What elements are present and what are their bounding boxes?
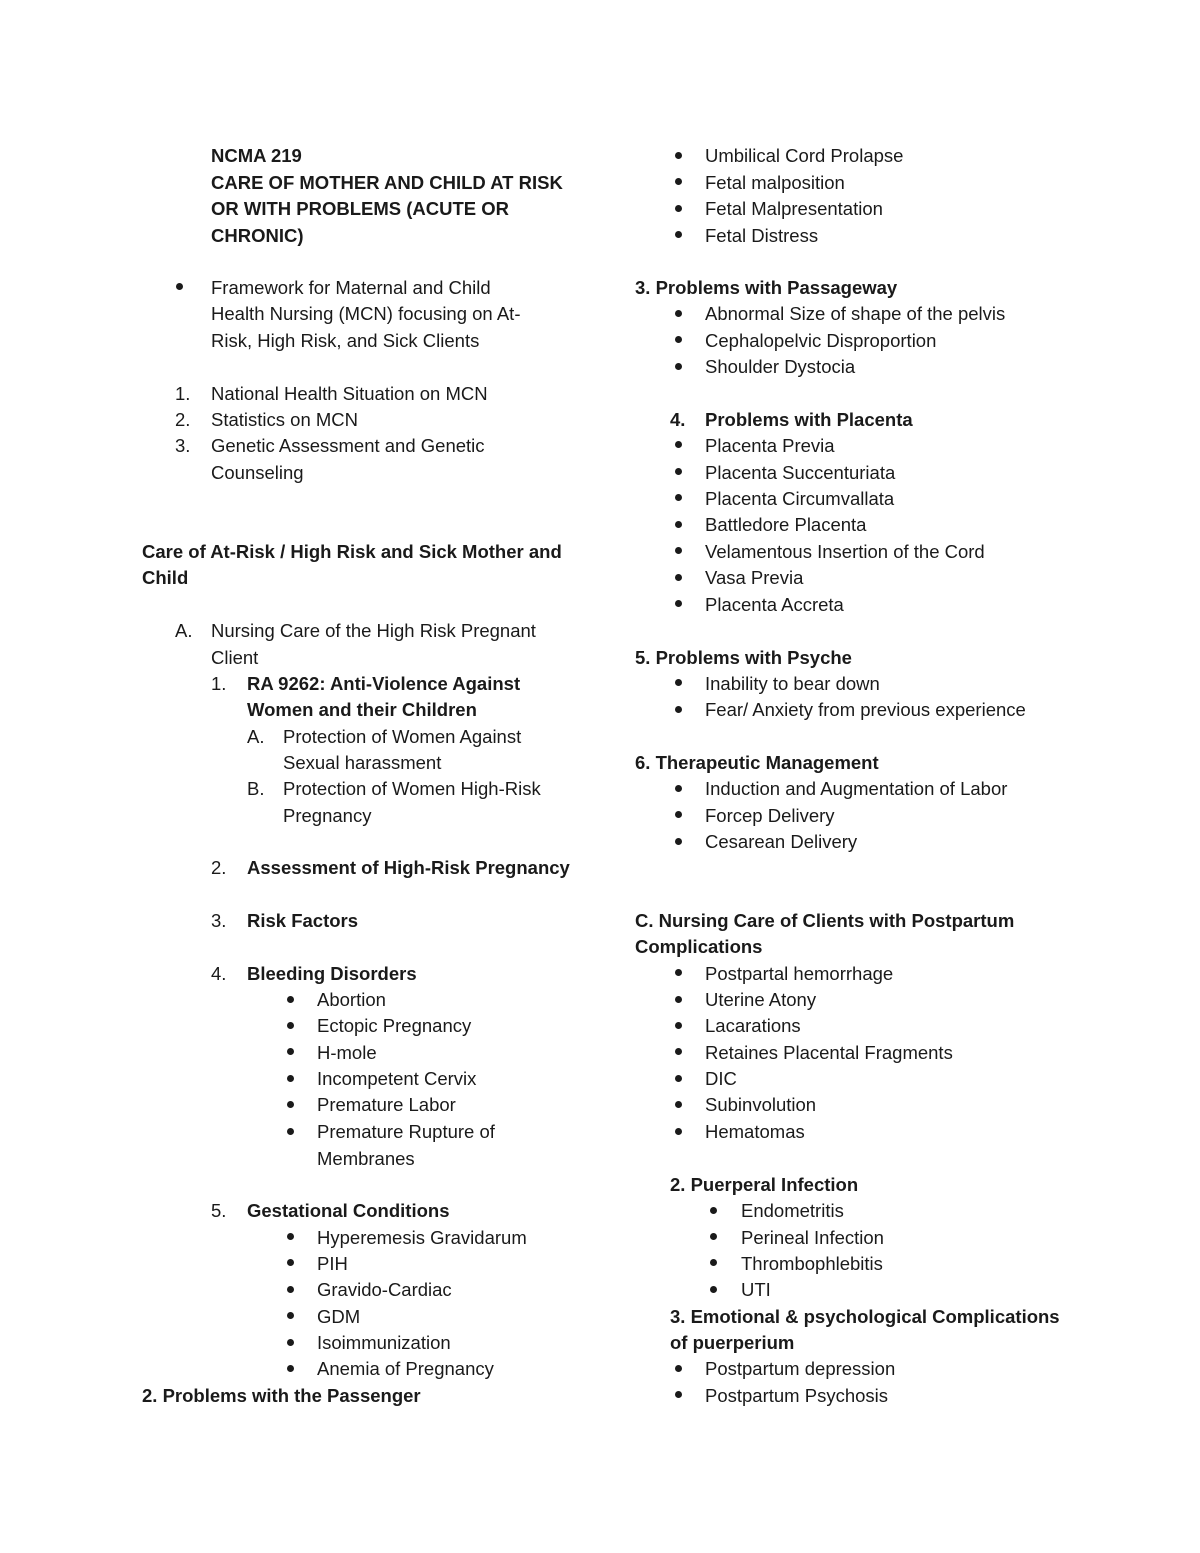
bullet-icon [675, 231, 682, 238]
list-item: DIC [705, 1068, 737, 1089]
list-item: Placenta Accreta [705, 594, 844, 615]
list-item: Gravido-Cardiac [317, 1279, 452, 1300]
list-item: Placenta Circumvallata [705, 488, 895, 509]
bullet-icon [287, 1022, 294, 1029]
list-item: Fetal malposition [705, 172, 845, 193]
risk-factors-heading: Risk Factors [247, 910, 359, 931]
list-number: 1. [211, 673, 227, 694]
bullet-icon [675, 178, 682, 185]
list-item: Hyperemesis Gravidarum [317, 1227, 527, 1248]
framework-line-2: Health Nursing (MCN) focusing on At- [211, 303, 521, 324]
bullet-icon [675, 1101, 682, 1108]
bullet-icon [675, 1128, 682, 1135]
list-number: 3. [175, 435, 191, 456]
bullet-icon [287, 1339, 294, 1346]
bullet-icon [287, 1259, 294, 1266]
list-number: 1. [175, 383, 191, 404]
topic-national-health: National Health Situation on MCN [211, 383, 488, 404]
list-item: Vasa Previa [705, 567, 804, 588]
framework-line-3: Risk, High Risk, and Sick Clients [211, 330, 480, 351]
bullet-icon [176, 283, 183, 290]
postpartum-heading-line-1: C. Nursing Care of Clients with Postpartum [635, 910, 1015, 931]
list-item: Velamentous Insertion of the Cord [705, 541, 985, 562]
list-item: Thrombophlebitis [741, 1253, 883, 1274]
list-item: Postpartum Psychosis [705, 1385, 889, 1406]
framework-line-1: Framework for Maternal and Child [211, 277, 491, 298]
bullet-icon [675, 996, 682, 1003]
bullet-icon [675, 547, 682, 554]
list-item-continued: Membranes [317, 1148, 415, 1169]
passageway-heading: 3. Problems with Passageway [635, 277, 898, 298]
list-item: Fear/ Anxiety from previous experience [705, 699, 1026, 720]
bullet-icon [675, 468, 682, 475]
bullet-icon [675, 811, 682, 818]
bullet-icon [675, 1391, 682, 1398]
list-item: Forcep Delivery [705, 805, 835, 826]
bullet-icon [675, 1365, 682, 1372]
list-item: Abortion [317, 989, 386, 1010]
bullet-icon [675, 574, 682, 581]
bullet-icon [287, 1286, 294, 1293]
bullet-icon [710, 1259, 717, 1266]
bullet-icon [287, 1233, 294, 1240]
bullet-icon [287, 1075, 294, 1082]
placenta-heading: Problems with Placenta [705, 409, 913, 430]
list-item: UTI [741, 1279, 771, 1300]
ra-sub-a-line-2: Sexual harassment [283, 752, 442, 773]
list-number: 4. [670, 409, 686, 430]
ra-sub-b-line-1: Protection of Women High-Risk [283, 778, 541, 799]
ra-sub-b-line-2: Pregnancy [283, 805, 372, 826]
bullet-icon [675, 205, 682, 212]
list-item: Shoulder Dystocia [705, 356, 856, 377]
list-item: Hematomas [705, 1121, 805, 1142]
list-item: Subinvolution [705, 1094, 817, 1115]
bullet-icon [287, 1128, 294, 1135]
bullet-icon [675, 679, 682, 686]
list-item: Retaines Placental Fragments [705, 1042, 953, 1063]
list-number: 2. [211, 857, 227, 878]
list-item: H-mole [317, 1042, 377, 1063]
bullet-icon [675, 441, 682, 448]
course-title-line-3: CHRONIC) [211, 225, 304, 246]
ra-heading-line-1: RA 9262: Anti-Violence Against [247, 673, 521, 694]
bullet-icon [287, 1101, 294, 1108]
list-item: Uterine Atony [705, 989, 817, 1010]
assessment-heading: Assessment of High-Risk Pregnancy [247, 857, 570, 878]
list-item: Placenta Succenturiata [705, 462, 896, 483]
list-item: GDM [317, 1306, 361, 1327]
bleeding-disorders-heading: Bleeding Disorders [247, 963, 417, 984]
list-number: 2. [175, 409, 191, 430]
emotional-heading-line-2: of puerperium [670, 1332, 795, 1353]
bullet-icon [675, 494, 682, 501]
list-item: PIH [317, 1253, 348, 1274]
list-number: 5. [211, 1200, 227, 1221]
bullet-icon [675, 310, 682, 317]
section-letter: A. [175, 620, 193, 641]
bullet-icon [710, 1233, 717, 1240]
list-item: Premature Labor [317, 1094, 456, 1115]
course-title-line-1: CARE OF MOTHER AND CHILD AT RISK [211, 172, 563, 193]
topic-statistics: Statistics on MCN [211, 409, 359, 430]
bullet-icon [675, 336, 682, 343]
bullet-icon [675, 1048, 682, 1055]
puerperal-heading: 2. Puerperal Infection [670, 1174, 859, 1195]
list-item: Endometritis [741, 1200, 844, 1221]
list-number: 3. [211, 910, 227, 931]
section-a-line-1: Nursing Care of the High Risk Pregnant [211, 620, 536, 641]
list-item: Perineal Infection [741, 1227, 884, 1248]
bullet-icon [287, 1312, 294, 1319]
bullet-icon [287, 1365, 294, 1372]
bullet-icon [675, 969, 682, 976]
ra-sub-a-line-1: Protection of Women Against [283, 726, 522, 747]
bullet-icon [287, 996, 294, 1003]
care-heading-line-1: Care of At-Risk / High Risk and Sick Mother and [142, 541, 562, 562]
bullet-icon [675, 785, 682, 792]
emotional-heading-line-1: 3. Emotional & psychological Complications [670, 1306, 1060, 1327]
list-item: Cesarean Delivery [705, 831, 858, 852]
bullet-icon [675, 152, 682, 159]
postpartum-heading-line-2: Complications [635, 936, 763, 957]
list-item: Battledore Placenta [705, 514, 867, 535]
passenger-heading: 2. Problems with the Passenger [142, 1385, 421, 1406]
list-item: Placenta Previa [705, 435, 835, 456]
list-item: Fetal Malpresentation [705, 198, 883, 219]
list-item: Lacarations [705, 1015, 801, 1036]
list-item: Ectopic Pregnancy [317, 1015, 472, 1036]
course-code: NCMA 219 [211, 145, 302, 166]
list-item: Abnormal Size of shape of the pelvis [705, 303, 1006, 324]
list-item: Anemia of Pregnancy [317, 1358, 494, 1379]
list-item: Incompetent Cervix [317, 1068, 477, 1089]
gestational-conditions-heading: Gestational Conditions [247, 1200, 450, 1221]
list-item: Isoimmunization [317, 1332, 451, 1353]
section-a-line-2: Client [211, 647, 259, 668]
list-item: Inability to bear down [705, 673, 880, 694]
list-letter: B. [247, 778, 265, 799]
psyche-heading: 5. Problems with Psyche [635, 647, 852, 668]
bullet-icon [675, 521, 682, 528]
list-item: Postpartal hemorrhage [705, 963, 894, 984]
bullet-icon [287, 1048, 294, 1055]
course-title-line-2: OR WITH PROBLEMS (ACUTE OR [211, 198, 510, 219]
bullet-icon [675, 1075, 682, 1082]
therapeutic-heading: 6. Therapeutic Management [635, 752, 879, 773]
list-item: Cephalopelvic Disproportion [705, 330, 937, 351]
bullet-icon [675, 1022, 682, 1029]
list-item: Induction and Augmentation of Labor [705, 778, 1008, 799]
ra-heading-line-2: Women and their Children [247, 699, 477, 720]
bullet-icon [710, 1207, 717, 1214]
care-heading-line-2: Child [142, 567, 189, 588]
bullet-icon [710, 1286, 717, 1293]
list-number: 4. [211, 963, 227, 984]
list-item: Premature Rupture of [317, 1121, 495, 1142]
list-letter: A. [247, 726, 265, 747]
topic-genetic-line-2: Counseling [211, 462, 304, 483]
bullet-icon [675, 838, 682, 845]
list-item: Postpartum depression [705, 1358, 896, 1379]
bullet-icon [675, 600, 682, 607]
list-item: Fetal Distress [705, 225, 819, 246]
list-item: Umbilical Cord Prolapse [705, 145, 904, 166]
topic-genetic-line-1: Genetic Assessment and Genetic [211, 435, 485, 456]
bullet-icon [675, 363, 682, 370]
bullet-icon [675, 706, 682, 713]
